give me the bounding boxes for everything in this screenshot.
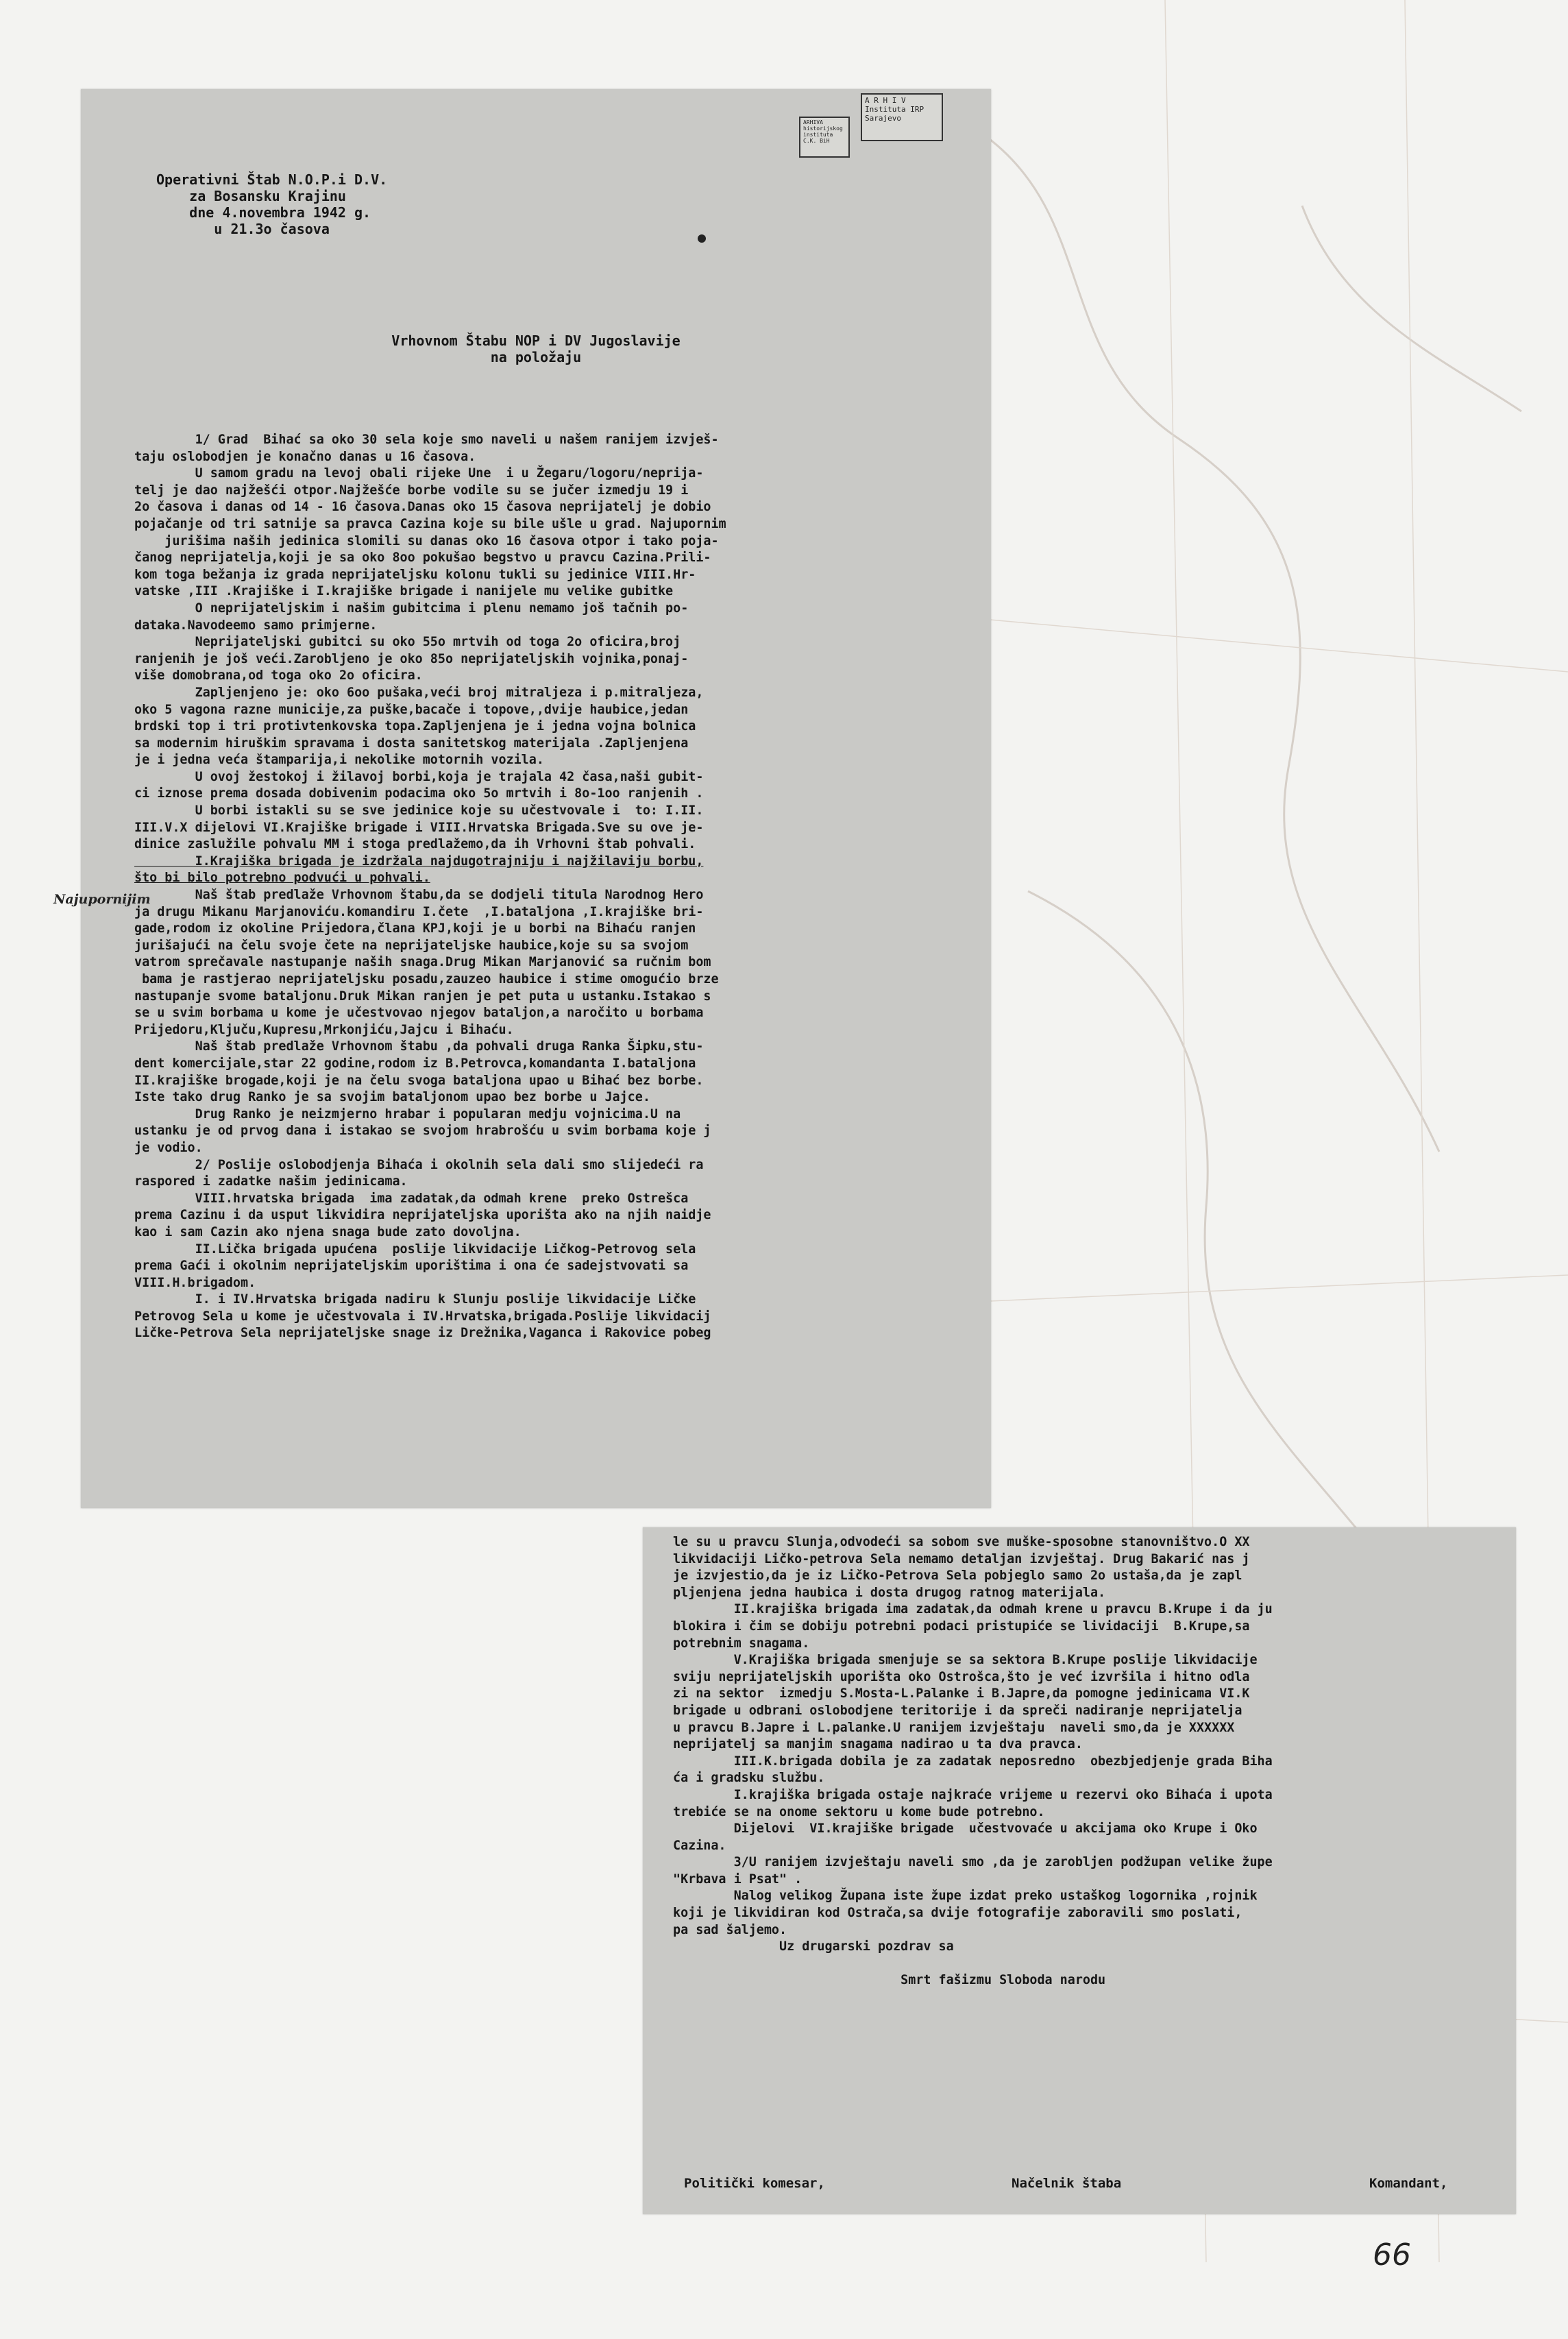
document-sheet-1 xyxy=(53,89,991,1508)
letter-body-part-2 xyxy=(673,1534,1495,1989)
text-line: Dijelovi VI.krajiške brigade učestvovaće u akcijama oko Krupe i Oko xyxy=(673,1821,1258,1837)
text-line: nastupanje svome bataljonu.Druk Mikan ranjen je pet puta u ustanku.Istakao s xyxy=(134,989,711,1004)
text-line: je izvjestio,da je iz Ličko-Petrova Sela pobjeglo samo 2o ustaša,da je zapl xyxy=(673,1568,1242,1584)
address-line: Vrhovnom Štabu NOP i DV Jugoslavije xyxy=(391,332,681,349)
text-line: I.Krajiška brigada je izdržala najdugotrajniju i najžilaviju borbu, xyxy=(134,853,704,869)
text-line: VIII.hrvatska brigada ima zadatak,da odmah krene preko Ostrešca xyxy=(134,1191,689,1206)
stamp-text: C.K. BiH xyxy=(803,138,830,144)
text-line: brdski top i tri protivtenkovska topa.Zapljenjena je i jedna vojna bolnica xyxy=(134,719,696,734)
text-line: koji je likvidiran kod Ostrača,sa dvije fotografije zaboravili smo poslati, xyxy=(673,1906,1242,1921)
stamp-text: instituta xyxy=(803,132,833,138)
text-line: pa sad šaljemo. xyxy=(673,1922,787,1937)
text-line: dinice zaslužile pohvalu MM i stoga predlažemo,da ih Vrhovni štab pohvali. xyxy=(134,837,696,852)
text-line: Prijedoru,Ključu,Kupresu,Mrkonjiću,Jajcu i Bihaću. xyxy=(134,1022,514,1037)
text-line: Iste tako drug Ranko je sa svojim bataljonom upao bez borbe u Jajce. xyxy=(134,1090,650,1105)
text-line: se u svim borbama u kome je učestvovao njegov bataljon,a naročito u borbama xyxy=(134,1006,704,1021)
signature-chief-of-staff: Načelnik štaba xyxy=(1012,2176,1122,2191)
text-line: O neprijateljskim i našim gubitcima i plenu nemamo još tačnih po- xyxy=(134,601,689,616)
signature-political-commissar: Politički komesar, xyxy=(684,2176,825,2191)
text-line: le su u pravcu Slunja,odvodeći sa sobom sve muške-sposobne stanovništvo.O XX xyxy=(673,1535,1250,1549)
header-line: za Bosansku Krajinu xyxy=(156,188,346,204)
text-line: potrebnim snagama. xyxy=(673,1636,810,1651)
text-line: Petrovog Sela u kome je učestvovala i IV.Hrvatska,brigada.Poslije likvidacij xyxy=(134,1309,711,1324)
text-line: Cazina. xyxy=(673,1838,726,1853)
text-line: je i jedna veća štamparija,i nekolike motornih vozila. xyxy=(134,753,544,768)
text-line: brigade u odbrani oslobodjene teritorije i da spreči nadiranje neprijatelja xyxy=(673,1703,1242,1718)
header-line: Operativni Štab N.O.P.i D.V. xyxy=(156,171,388,188)
text-line: 2/ Poslije oslobodjenja Bihaća i okolnih sela dali smo slijedeći ra xyxy=(134,1157,704,1172)
text-line: U ovoj žestokoj i žilavoj borbi,koja je trajala 42 časa,naši gubit- xyxy=(134,769,704,784)
text-line: Uz drugarski pozdrav sa xyxy=(673,1939,954,1954)
letter-body-part-1 xyxy=(53,432,977,1342)
text-line: 3/U ranijem izvještaju naveli smo ,da je zarobljen podžupan velike župe xyxy=(673,1855,1273,1870)
text-line: gade,rodom iz okoline Prijedora,člana KPJ,koji je u borbi na Bihaću ranjen xyxy=(134,921,696,936)
text-line: I. i IV.Hrvatska brigada nadiru k Slunju poslije likvidacije Ličke xyxy=(134,1292,696,1307)
text-line: Ličke-Petrova Sela neprijateljske snage iz Drežnika,Vaganca i Rakovice pobeg xyxy=(134,1326,711,1341)
text-line: bama je rastjerao neprijateljsku posadu,zauzeo haubice i stime omogućio brze xyxy=(134,972,719,986)
text-line: telj je dao najžešći otpor.Najžešće borbe vodile su se jučer izmedju 19 i xyxy=(134,483,689,498)
text-line: dataka.Navodeemo samo primjerne. xyxy=(134,618,378,633)
text-line: kom toga bežanja iz grada neprijateljsku kolonu tukli su jedinice VIII.Hr- xyxy=(134,567,696,582)
text-line: II.Lička brigada upućena poslije likvidacije Ličkog-Petrovog sela xyxy=(134,1241,696,1257)
text-line: pljenjena jedna haubica i dosta drugog ratnog materijala. xyxy=(673,1585,1106,1600)
document-sheet-2 xyxy=(643,1527,1516,2214)
text-line: blokira i čim se dobiju potrebni podaci pristupiće se lividaciji B.Krupe,sa xyxy=(673,1619,1250,1634)
text-line xyxy=(673,1956,1495,1973)
text-line: ća i gradsku službu. xyxy=(673,1771,825,1786)
text-line: prema Gaći i okolnim neprijateljskim uporištima i ona će sadejstvovati sa xyxy=(134,1259,689,1274)
text-line: zi na sektor izmedju S.Mosta-L.Palanke i B.Japre,da pomogne jedinicama VI.K xyxy=(673,1686,1250,1701)
text-line: više domobrana,od toga oko 2o oficira. xyxy=(134,668,423,683)
signature-commander: Komandant, xyxy=(1369,2176,1448,2191)
text-line: Smrt fašizmu Sloboda narodu xyxy=(673,1973,1106,1988)
text-line: dent komercijale,star 22 godine,rodom iz B.Petrovca,komandanta I.bataljona xyxy=(134,1056,696,1071)
text-line: likvidaciji Ličko-petrova Sela nemamo detaljan izvještaj. Drug Bakarić nas j xyxy=(673,1551,1250,1566)
stamp-text: Sarajevo xyxy=(865,114,901,123)
text-line: II.krajiška brigada ima zadatak,da odmah krene u pravcu B.Krupe i da ju xyxy=(673,1602,1273,1617)
text-line: 2o časova i danas od 14 - 16 časova.Danas oko 15 časova neprijatelj je dobio xyxy=(134,500,711,515)
text-line: Drug Ranko je neizmjerno hrabar i popularan medju vojnicima.U na xyxy=(134,1106,681,1122)
text-line: što bi bilo potrebno podvući u pohvali. xyxy=(134,871,430,886)
text-line: kao i sam Cazin ako njena snaga bude zato dovoljna. xyxy=(134,1224,522,1239)
text-line: ranjenih je još veći.Zarobljeno je oko 85o neprijateljskih vojnika,ponaj- xyxy=(134,651,689,666)
text-line: jurišajući na čelu svoje čete na neprijateljske haubice,koje su sa svojom xyxy=(134,938,689,953)
stamp-text: Instituta IRP xyxy=(865,105,924,114)
text-line: oko 5 vagona razne municije,za puške,bacače i topove,,dvije haubice,jedan xyxy=(134,702,689,717)
text-line: sa modernim hiruškim spravama i dosta sanitetskog materijala .Zapljenjena xyxy=(134,736,689,751)
text-line: U samom gradu na levoj obali rijeke Une i u Žegaru/logoru/neprija- xyxy=(134,466,704,481)
text-line: neprijatelj sa manjim snagama nadirao u ta dva pravca. xyxy=(673,1737,1083,1752)
address-line: na položaju xyxy=(490,349,582,365)
text-line: V.Krajiška brigada smenjuje se sa sektora B.Krupe poslije likvidacije xyxy=(673,1653,1258,1668)
text-line: u pravcu B.Japre i L.palanke.U ranijem izvještaju naveli smo,da je XXXXXX xyxy=(673,1720,1235,1735)
header-line: u 21.3o časova xyxy=(156,221,330,237)
text-line: prema Cazinu i da usput likvidira neprijateljska uporišta ako na njih naidje xyxy=(134,1208,711,1223)
text-line: III.K.brigada dobila je za zadatak neposredno obezbjedjenje grada Biha xyxy=(673,1754,1273,1769)
text-line: III.V.X dijelovi VI.Krajiške brigade i VIII.Hrvatska Brigada.Sve su ove je- xyxy=(134,820,704,835)
archive-stamp-right xyxy=(861,93,943,141)
text-line: vatrom sprečavale nastupanje naših snaga.Drug Mikan Marjanović sa ručnim bom xyxy=(134,955,711,970)
text-line: ja drugu Mikanu Marjanoviću.komandiru I.čete ,I.bataljona ,I.krajiške bri- xyxy=(134,904,704,919)
page-number: 66 xyxy=(1373,2238,1411,2273)
text-line: je vodio. xyxy=(134,1140,203,1155)
text-line: U borbi istakli su se sve jedinice koje su učestvovale i to: I.II. xyxy=(134,803,704,819)
text-line: I.krajiška brigada ostaje najkraće vrijeme u rezervi oko Bihaća i upota xyxy=(673,1787,1273,1802)
stamp-text: A R H I V xyxy=(865,96,906,105)
text-line: VIII.H.brigadom. xyxy=(134,1275,256,1290)
text-line: 1/ Grad Bihać sa oko 30 sela koje smo naveli u našem ranijem izvješ- xyxy=(134,433,719,447)
text-line: "Krbava i Psat" . xyxy=(673,1871,803,1887)
text-line: vatske ,III .Krajiške i I.krajiške brigade i nanijele mu velike gubitke xyxy=(134,584,674,599)
text-line: Zapljenjeno je: oko 6oo pušaka,veći broj mitraljeza i p.mitraljeza, xyxy=(134,685,704,700)
text-line: trebiće se na onome sektoru u kome bude potrebno. xyxy=(673,1804,1045,1819)
letter-address xyxy=(81,332,991,365)
text-line: sviju neprijateljskih uporišta oko Ostrošca,što je već izvršila i hitno odla xyxy=(673,1669,1250,1684)
stamp-text: ARHIVA xyxy=(803,119,823,125)
text-line: čanog neprijatelja,koji je sa oko 8oo pokušao begstvo u pravcu Cazina.Prili- xyxy=(134,550,711,566)
stamp-text: historijskog xyxy=(803,125,843,132)
ink-dot xyxy=(698,234,706,243)
text-line: ci iznose prema dosada dobivenim podacima oko 5o mrtvih i 8o-1oo ranjenih . xyxy=(134,786,704,801)
text-line: ustanku je od prvog dana i istakao se svojom hrabrošću u svim borbama koje j xyxy=(134,1124,711,1139)
handwritten-margin-note: Najupornijim xyxy=(53,892,151,907)
text-line: pojačanje od tri satnije sa pravca Cazina koje su bile ušle u grad. Najupornim xyxy=(134,516,726,531)
letter-header xyxy=(156,171,387,237)
text-line: II.krajiške brogade,koji je na čelu svoga bataljona upao u Bihać bez borbe. xyxy=(134,1073,704,1088)
text-line: raspored i zadatke našim jedinicama. xyxy=(134,1174,408,1189)
text-line: Neprijateljski gubitci su oko 55o mrtvih od toga 2o oficira,broj xyxy=(134,635,681,650)
text-line: taju oslobodjen je konačno danas u 16 časova. xyxy=(134,449,476,464)
text-line: Naš štab predlaže Vrhovnom štabu ,da pohvali druga Ranka Šipku,stu- xyxy=(134,1039,704,1054)
archive-stamp-left xyxy=(799,117,850,158)
header-line: dne 4.novembra 1942 g. xyxy=(156,204,371,221)
text-line: Naš štab predlaže Vrhovnom štabu,da se dodjeli titula Narodnog Hero xyxy=(134,888,704,903)
text-line: jurišima naših jedinica slomili su danas oko 16 časova otpor i tako poja- xyxy=(134,533,719,548)
text-line: Nalog velikog Župana iste župe izdat preko ustaškog logornika ,rojnik xyxy=(673,1889,1258,1904)
